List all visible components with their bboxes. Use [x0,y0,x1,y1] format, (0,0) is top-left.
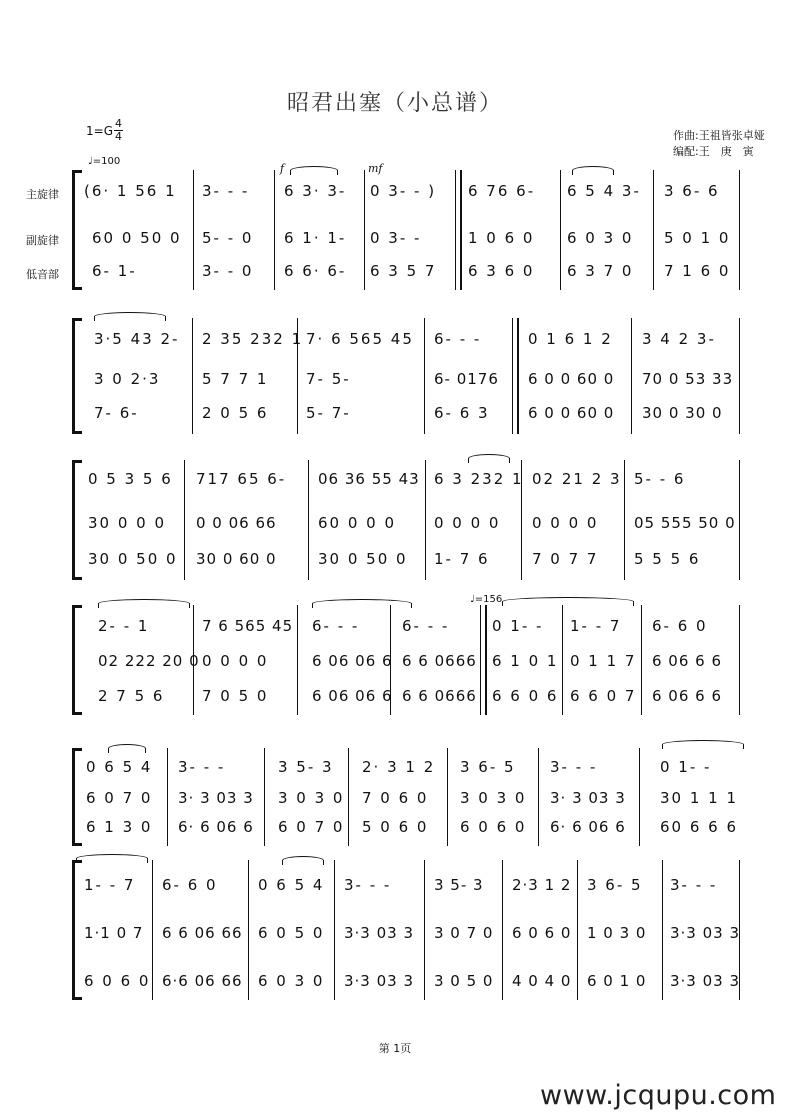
time-signature-unit: 4 [115,130,122,143]
measure: 5 5 5 6 [634,550,701,568]
measure: 7 1 6 0 [664,262,731,280]
measure: 30 0 30 0 [642,404,723,422]
measure: 0 0 0 0 [532,514,599,532]
measure: 6- 6 0 [652,617,708,635]
measure: 6 1 3 0 [86,818,153,836]
measure: 3·3 03 3 [344,924,415,942]
measure: 6 3 7 0 [567,262,634,280]
measure: 5 7 7 1 [202,370,269,388]
score-system-2 [72,318,740,434]
tempo-mark-156: ♩=156 [470,594,503,605]
measure: 5- 7- [306,404,351,422]
measure: 7 0 5 0 [202,687,269,705]
measure: 6- - - [434,330,482,348]
measure: 3- - - [670,876,718,894]
measure: 30 0 50 0 [88,550,178,568]
measure: 6 0 1 0 [587,972,647,990]
measure: 6 0 7 0 [278,818,345,836]
measure: 3·3 03 3 [670,972,741,990]
measure: 60 0 50 0 [92,229,182,247]
measure: 6 0 0 60 0 [528,404,615,422]
tempo-mark-100: ♩=100 [88,156,121,167]
measure: (6· 1 56 1 [84,182,177,200]
measure: 0 1 6 1 2 [528,330,613,348]
score-system-4 [72,605,740,715]
part-label-counter-melody: 副旋律 [26,234,59,247]
measure: 3- - 0 [202,262,254,280]
measure: 0 1- - [492,617,544,635]
staff-row-bass [72,258,740,284]
measure: 3- - - [178,758,226,776]
measure: 3· 3 03 3 [550,789,626,807]
measure: 1 0 6 0 [468,229,535,247]
measure: 0 6 5 4 [86,758,153,776]
measure: 6 6 06 66 [162,924,243,942]
measure: 3 5- 3 [278,758,334,776]
measure: 6 06 6 6 [652,652,723,670]
measure: 6 06 06 6 [312,652,393,670]
time-signature [114,118,123,143]
measure: 6 6 0666 [402,652,477,670]
measure: 3 6- 5 [587,876,643,894]
dynamic-forte: f [280,162,285,175]
measure: 6 0 6 0 [84,972,151,990]
measure: 05 555 50 0 [634,514,736,532]
page-title: 昭君出塞（小总谱） [286,91,503,116]
measure: 2- - 1 [98,617,150,635]
measure: 0 0 06 66 [196,514,277,532]
measure: 6- - - [312,617,360,635]
measure: 6- 1- [92,262,137,280]
staff-row-main [72,178,740,204]
measure: 3 0 5 0 [434,972,494,990]
measure: 7- 5- [306,370,351,388]
measure: 30 0 0 0 [88,514,167,532]
measure: 2 35 232 1 [202,330,304,348]
measure: 2 7 5 6 [98,687,165,705]
measure: 5 0 1 0 [664,229,731,247]
measure: 6 3· 3- [284,182,347,200]
measure: 5- - 6 [634,470,686,488]
measure: 2·3 1 2 [512,876,572,894]
measure: 6 3 232 1 [434,470,524,488]
measure: 3 5- 3 [434,876,484,894]
measure: 1- 7 6 [434,550,490,568]
measure: 7 0 6 0 [362,789,429,807]
measure: 3·3 03 3 [344,972,415,990]
measure: 6 0 7 0 [86,789,153,807]
part-label-main-melody: 主旋律 [26,188,59,201]
measure: 6- - - [402,617,450,635]
measure: 6· 6 06 6 [550,818,626,836]
measure: 0 0 0 0 [434,514,501,532]
measure: 2· 3 1 2 [362,758,436,776]
measure: 30 0 50 0 [318,550,408,568]
measure: 6- 6 0 [162,876,218,894]
measure: 0 1 1 7 [570,652,637,670]
measure: 7 0 7 7 [532,550,599,568]
measure: 6 6· 6- [284,262,347,280]
credits [673,128,765,160]
measure: 0 5 3 5 6 [88,470,173,488]
measure: 6 6 0 7 [570,687,637,705]
measure: 1- - 7 [570,617,622,635]
measure: 60 0 0 0 [318,514,397,532]
measure: 2 0 5 6 [202,404,269,422]
score-system-5 [72,748,740,846]
measure: 3 0 3 0 [278,789,345,807]
staff-row-counter [72,225,740,251]
score-system-6 [72,860,740,1000]
key-label: 1=G [86,123,113,138]
measure: 0 3- - ) [370,182,437,200]
measure: 3 4 2 3- [642,330,716,348]
measure: 0 1- - [660,758,712,776]
measure: 6 06 6 6 [652,687,723,705]
measure: 30 0 60 0 [196,550,277,568]
measure: 3- - - [202,182,250,200]
measure: 6 1· 1- [284,229,347,247]
measure: 7 6 565 45 [202,617,294,635]
measure: 3·3 03 3 [670,924,741,942]
measure: 6 6 0 6 [492,687,559,705]
measure: 6 3 5 7 [370,262,437,280]
measure: 717 65 6- [196,470,287,488]
measure: 6 76 6- [468,182,536,200]
measure: 6 06 06 6 [312,687,393,705]
measure: 3 0 7 0 [434,924,494,942]
measure: 6 0 5 0 [258,924,325,942]
measure: 6 3 6 0 [468,262,535,280]
measure: 3·5 43 2- [94,330,180,348]
measure: 1- - 7 [84,876,136,894]
measure: 60 6 6 6 [660,818,739,836]
measure: 6 0 6 0 [512,924,572,942]
measure: 6 0 0 60 0 [528,370,615,388]
measure: 6 0 6 0 [460,818,527,836]
measure: 6- 6 3 [434,404,490,422]
measure: 6·6 06 66 [162,972,243,990]
measure: 6 5 4 3- [567,182,641,200]
measure: 0 3- - [370,229,422,247]
measure: 3 0 3 0 [460,789,527,807]
measure: 6 6 0666 [402,687,477,705]
key-signature [86,118,123,143]
score-system-1 [72,162,740,290]
measure: 3- - - [344,876,392,894]
measure: 02 222 20 0 [98,652,200,670]
arranger-credit: 编配:王 庚 寅 [673,145,754,158]
measure: 3 0 2·3 [94,370,161,388]
measure: 0 0 0 0 [202,652,269,670]
measure: 6- 0176 [434,370,499,388]
measure: 4 0 4 0 [512,972,572,990]
score-system-3 [72,460,740,580]
time-signature-beats: 4 [115,117,122,130]
page-number: 第 1页 [378,1042,412,1055]
measure: 3· 3 03 3 [178,789,254,807]
measure: 1·1 0 7 [84,924,144,942]
measure: 1 0 3 0 [587,924,647,942]
measure: 7· 6 565 45 [306,330,414,348]
part-label-bass: 低音部 [26,268,59,281]
measure: 30 1 1 1 [660,789,739,807]
measure: 06 36 55 43 [318,470,420,488]
measure: 5- - 0 [202,229,254,247]
composer-credit: 作曲:王祖皆张卓娅 [673,129,765,142]
measure: 0 6 5 4 [258,876,325,894]
dynamic-mezzo-forte: mf [368,162,383,175]
measure: 70 0 53 33 [642,370,734,388]
measure: 6 0 3 0 [567,229,634,247]
measure: 3 6- 6 [664,182,720,200]
measure: 5 0 6 0 [362,818,429,836]
measure: 6 1 0 1 [492,652,559,670]
measure: 02 21 2 3 [532,470,622,488]
measure: 6 0 3 0 [258,972,325,990]
measure: 7- 6- [94,404,139,422]
measure: 6· 6 06 6 [178,818,254,836]
watermark: www.jcqupu.com [540,1080,777,1111]
measure: 3- - - [550,758,598,776]
measure: 3 6- 5 [460,758,516,776]
